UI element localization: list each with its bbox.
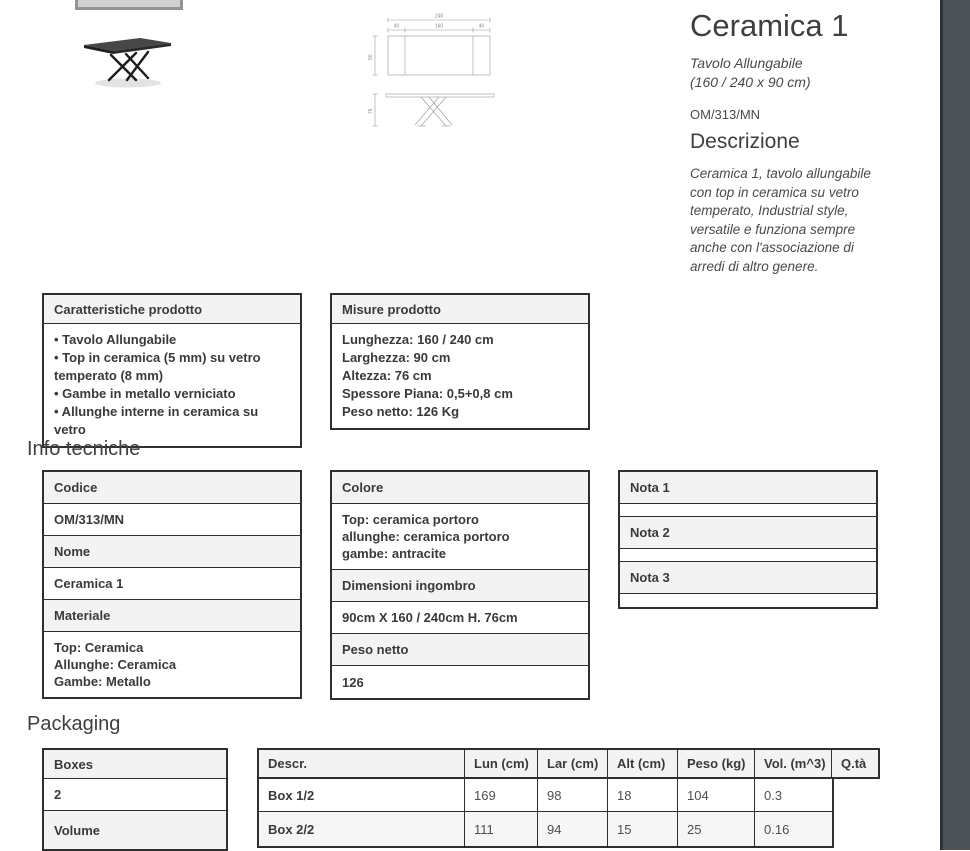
cell-lar: 98	[538, 779, 608, 811]
viewer-side-panel	[940, 0, 970, 850]
dimensioni-label: Dimensioni ingombro	[332, 570, 588, 602]
materiale-label: Materiale	[44, 600, 300, 632]
cell-alt: 15	[608, 812, 678, 846]
nota1-value	[620, 504, 876, 517]
product-subtitle	[690, 54, 811, 92]
packaging-detail-table	[257, 779, 834, 848]
packaging-heading: Packaging	[27, 713, 121, 735]
feature-item: • Top in ceramica (5 mm) su vetro temperato (8 mm)	[54, 350, 261, 383]
cell-lun: 169	[465, 779, 538, 811]
table-row	[259, 812, 832, 846]
dim-width: 90	[368, 54, 374, 60]
nota3-value	[620, 594, 876, 607]
cell-peso: 25	[678, 812, 755, 846]
product-title: Ceramica 1	[690, 8, 849, 43]
info-tecniche-heading: Info tecniche	[27, 438, 141, 460]
misure-table	[330, 293, 590, 430]
dim-center: 160	[434, 23, 444, 30]
caratteristiche-body	[44, 324, 300, 446]
dimensioni-value: 90cm X 160 / 240cm H. 76cm	[332, 602, 588, 634]
measure-line: Peso netto: 126 Kg	[342, 404, 460, 419]
note-table	[618, 470, 878, 609]
technical-drawing	[362, 8, 502, 133]
subtitle-line2: (160 / 240 x 90 cm)	[690, 74, 811, 90]
column-header-alt: Alt (cm)	[608, 750, 678, 777]
misure-header: Misure prodotto	[332, 295, 588, 324]
column-header-vol: Vol. (m^3)	[755, 750, 832, 777]
nome-value: Ceramica 1	[44, 568, 300, 600]
colore-table	[330, 470, 590, 700]
codice-label: Codice	[44, 472, 300, 504]
dim-height: 76	[368, 108, 374, 114]
packaging-detail-header	[257, 748, 880, 779]
boxes-label: Boxes	[44, 750, 226, 779]
colore-line: Top: ceramica portoro	[342, 512, 480, 527]
materiale-value	[44, 632, 300, 697]
colore-line: allunghe: ceramica portoro	[342, 529, 510, 544]
dim-ext-right: 40	[478, 23, 485, 30]
colore-line: gambe: antracite	[342, 546, 447, 561]
column-header-lun: Lun (cm)	[465, 750, 538, 777]
table-row	[259, 779, 832, 812]
colore-label: Colore	[332, 472, 588, 504]
nome-label: Nome	[44, 536, 300, 568]
codice-table	[42, 470, 302, 699]
cell-vol: 0.3	[764, 787, 783, 803]
product-sku: OM/313/MN	[690, 107, 761, 122]
column-header-descr: Descr.	[259, 750, 465, 777]
nota2-value	[620, 549, 876, 562]
peso-label: Peso netto	[332, 634, 588, 666]
volume-label: Volume	[44, 811, 226, 849]
measure-line: Altezza: 76 cm	[342, 368, 432, 383]
dim-total-length: 240	[434, 13, 444, 20]
description-text: Ceramica 1, tavolo allungabile con top in ceramica su vetro temperato, Industrial style, versatile e funziona sempre anche con l'associazione di arredi di altro genere.	[690, 166, 871, 274]
boxes-value: 2	[44, 779, 226, 811]
column-header-peso: Peso (kg)	[678, 750, 755, 777]
feature-item: • Allunghe interne in ceramica su vetro	[54, 404, 259, 437]
misure-body	[332, 324, 588, 428]
materiale-line: Gambe: Metallo	[54, 674, 151, 689]
dim-ext-left: 40	[393, 23, 400, 30]
cropped-image-frame	[75, 0, 183, 10]
cell-alt: 18	[608, 779, 678, 811]
subtitle-line1: Tavolo Allungabile	[690, 55, 803, 71]
measure-line: Lunghezza: 160 / 240 cm	[342, 332, 494, 347]
feature-item: • Tavolo Allungabile	[54, 332, 177, 347]
materiale-line: Allunghe: Ceramica	[54, 657, 177, 672]
cell-vol: 0.16	[764, 821, 790, 837]
cell-peso: 104	[678, 779, 755, 811]
measure-line: Larghezza: 90 cm	[342, 350, 451, 365]
column-header-lar: Lar (cm)	[538, 750, 608, 777]
cell-lun: 111	[465, 812, 538, 846]
cell-lar: 94	[538, 812, 608, 846]
nota1-label: Nota 1	[620, 472, 876, 504]
nota2-label: Nota 2	[620, 517, 876, 549]
column-header-qta: Q.tà	[841, 756, 867, 771]
caratteristiche-header: Caratteristiche prodotto	[44, 295, 300, 324]
codice-value: OM/313/MN	[44, 504, 300, 536]
feature-item: • Gambe in metallo verniciato	[54, 386, 236, 401]
table-photo-illustration	[80, 28, 175, 90]
nota3-label: Nota 3	[620, 562, 876, 594]
boxes-table	[42, 748, 228, 851]
product-photo	[80, 28, 175, 90]
materiale-line: Top: Ceramica	[54, 640, 144, 655]
measure-line: Spessore Piana: 0,5+0,8 cm	[342, 386, 513, 401]
peso-value: 126	[332, 666, 588, 698]
caratteristiche-table	[42, 293, 302, 448]
colore-value	[332, 504, 588, 570]
cell-descr: Box 1/2	[259, 779, 465, 811]
description-heading: Descrizione	[690, 130, 800, 153]
cell-descr: Box 2/2	[259, 812, 465, 846]
